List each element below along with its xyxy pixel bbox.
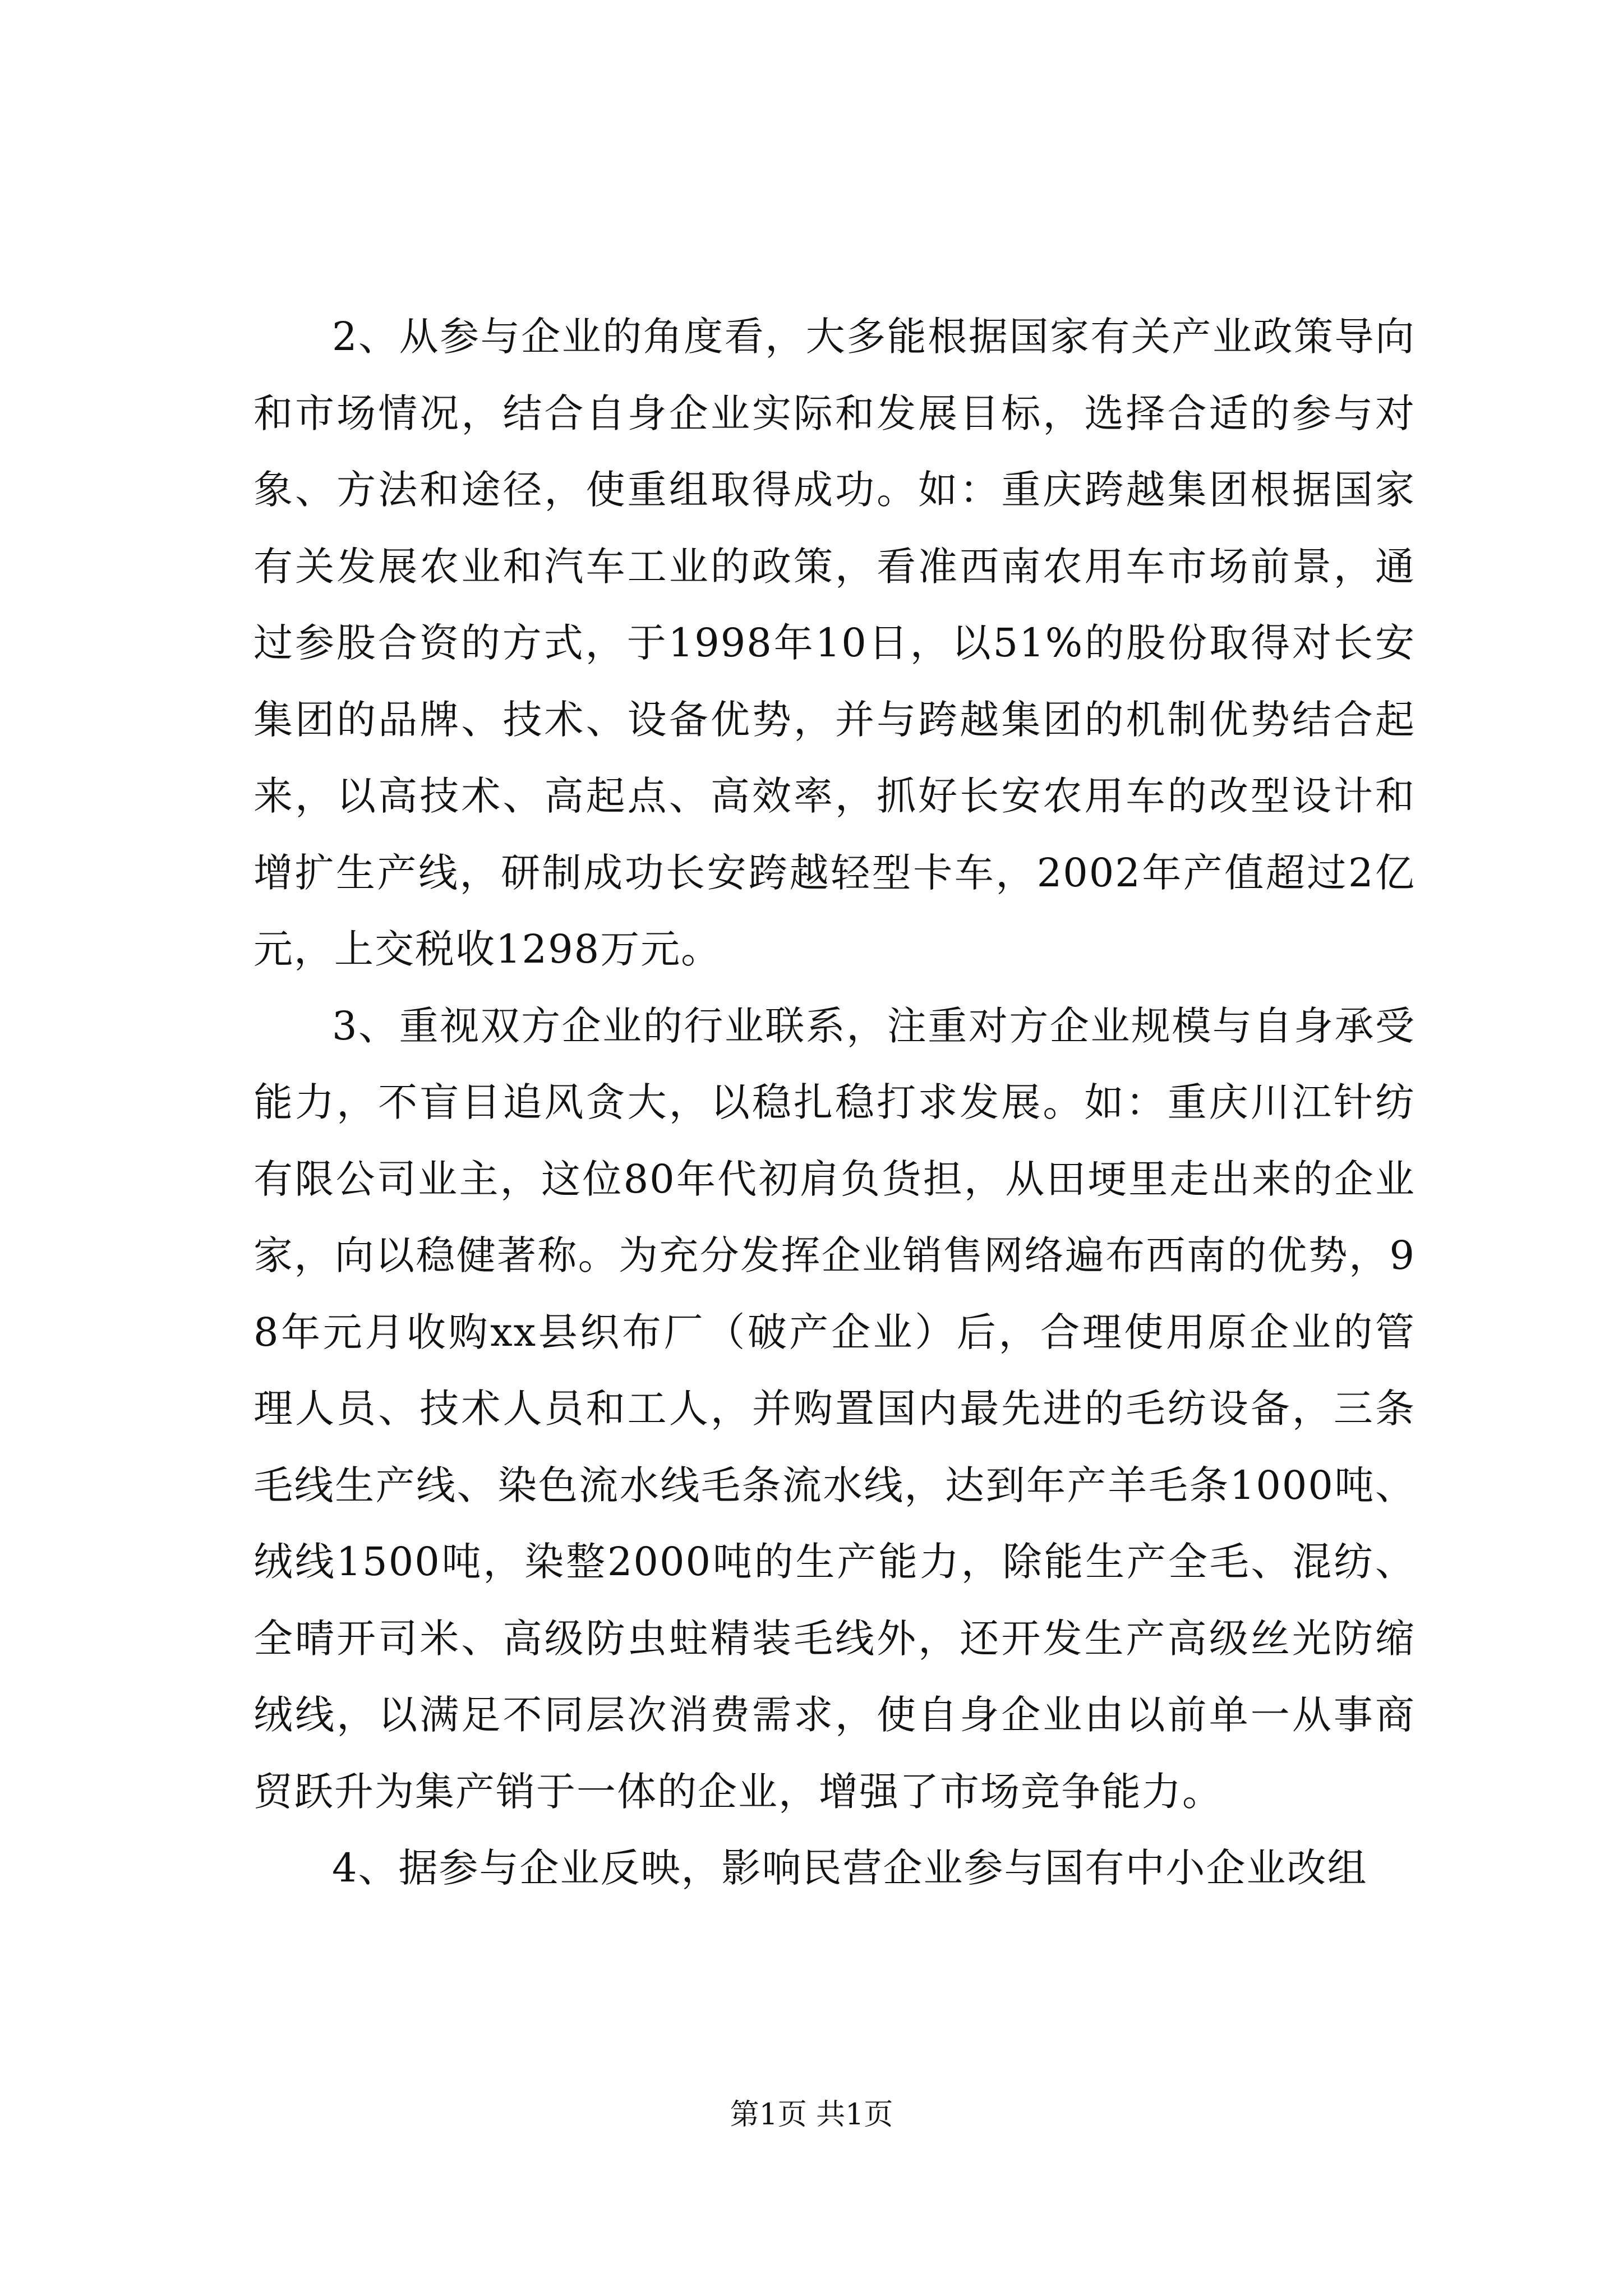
page-number-footer: 第1页 共1页 [730, 2098, 893, 2132]
paragraph-3: 3、重视双方企业的行业联系，注重对方企业规模与自身承受能力，不盲目追风贪大，以稳扎稳打求发展。如：重庆川江针纺有限公司业主，这位80年代初肩负货担，从田埂里走出来的企业家，向以稳健著称。为充分发挥企业销售网络遍布西南的优势，98年元月收购xx县织布厂（破产企业）后，合理使用原企业的管理人员、技术人员和工人，并购置国内最先进的毛纺设备，三条毛线生产线、染色流水线毛条流水线，达到年产羊毛条1000吨、绒线1500吨，染整2000吨的生产能力，除能生产全毛、混纺、全晴开司米、高级防虫蛀精装毛线外，还开发生产高级丝光防缩绒线，以满足不同层次消费需求，使自身企业由以前单一从事商贸跃升为集产销于一体的企业，增强了市场竞争能力。 [253, 1002, 1415, 1815]
paragraph-4: 4、据参与企业反映，影响民营企业参与国有中小企业改组 [332, 1845, 1368, 1891]
document-body [253, 298, 1415, 1907]
paragraph-2: 2、从参与企业的角度看，大多能根据国家有关产业政策导向和市场情况，结合自身企业实际和发展目标，选择合适的参与对象、方法和途径，使重组取得成功。如：重庆跨越集团根据国家有关发展农业和汽车工业的政策，看准西南农用车市场前景，通过参股合资的方式，于1998年10日，以51%的股份取得对长安集团的品牌、技术、设备优势，并与跨越集团的机制优势结合起来，以高技术、高起点、高效率，抓好长安农用车的改型设计和增扩生产线，研制成功长安跨越轻型卡车，2002年产值超过2亿元，上交税收1298万元。 [253, 314, 1415, 972]
